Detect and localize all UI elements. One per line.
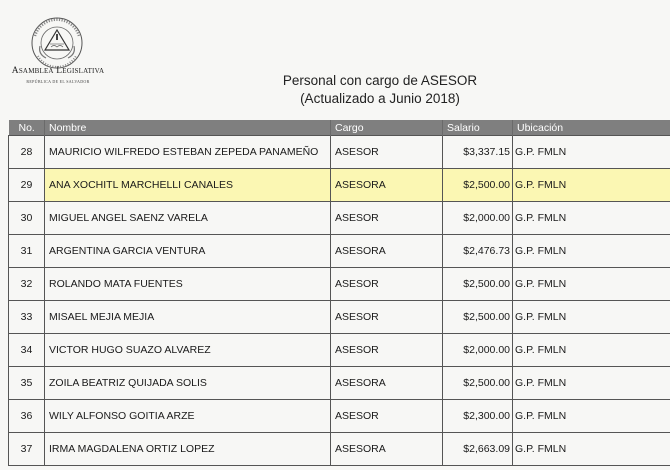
table-row xyxy=(9,367,670,400)
cell-cargo: ASESOR xyxy=(331,268,443,301)
cell-salario: $2,000.00 xyxy=(443,334,513,367)
cell-cargo: ASESORA xyxy=(331,433,443,466)
cell-nombre: MIGUEL ANGEL SAENZ VARELA xyxy=(45,202,331,235)
cell-ubicacion: G.P. FMLN xyxy=(513,169,670,202)
cell-no: 29 xyxy=(9,169,45,202)
assembly-seal-logo xyxy=(26,16,88,70)
cell-ubicacion: G.P. FMLN xyxy=(513,334,670,367)
table-row xyxy=(9,268,670,301)
cell-ubicacion: G.P. FMLN xyxy=(513,235,670,268)
cell-cargo: ASESOR xyxy=(331,400,443,433)
header-ubicacion: Ubicación xyxy=(513,120,670,136)
cell-salario: $2,500.00 xyxy=(443,367,513,400)
table-row xyxy=(9,202,670,235)
cell-no: 31 xyxy=(9,235,45,268)
cell-cargo: ASESOR xyxy=(331,301,443,334)
cell-salario: $2,300.00 xyxy=(443,400,513,433)
header-no: No. xyxy=(9,120,45,136)
cell-salario: $2,500.00 xyxy=(443,268,513,301)
cell-nombre: ANA XOCHITL MARCHELLI CANALES xyxy=(45,169,331,202)
cell-no: 30 xyxy=(9,202,45,235)
cell-salario: $2,500.00 xyxy=(443,301,513,334)
cell-ubicacion: G.P. FMLN xyxy=(513,202,670,235)
cell-nombre: IRMA MAGDALENA ORTIZ LOPEZ xyxy=(45,433,331,466)
cell-ubicacion: G.P. FMLN xyxy=(513,301,670,334)
cell-no: 33 xyxy=(9,301,45,334)
table-row xyxy=(9,136,670,169)
header-salario: Salario xyxy=(443,120,513,136)
cell-no: 37 xyxy=(9,433,45,466)
org-name: Asamblea Legislativa xyxy=(11,66,105,76)
cell-salario: $2,500.00 xyxy=(443,169,513,202)
cell-ubicacion: G.P. FMLN xyxy=(513,400,670,433)
cell-ubicacion: G.P. FMLN xyxy=(513,367,670,400)
cell-salario: $2,000.00 xyxy=(443,202,513,235)
cell-nombre: VICTOR HUGO SUAZO ALVAREZ xyxy=(45,334,331,367)
header-nombre: Nombre xyxy=(45,120,331,136)
cell-cargo: ASESOR xyxy=(331,136,443,169)
cell-salario: $2,476.73 xyxy=(443,235,513,268)
cell-cargo: ASESORA xyxy=(331,235,443,268)
cell-no: 28 xyxy=(9,136,45,169)
table-row xyxy=(9,334,670,367)
org-subtitle: REPÚBLICA DE EL SALVADOR xyxy=(26,79,90,84)
cell-nombre: MISAEL MEJIA MEJIA xyxy=(45,301,331,334)
cell-nombre: ARGENTINA GARCIA VENTURA xyxy=(45,235,331,268)
table-row xyxy=(9,301,670,334)
cell-no: 32 xyxy=(9,268,45,301)
cell-ubicacion: G.P. FMLN xyxy=(513,136,670,169)
cell-no: 34 xyxy=(9,334,45,367)
table-row xyxy=(9,235,670,268)
cell-nombre: WILY ALFONSO GOITIA ARZE xyxy=(45,400,331,433)
cell-cargo: ASESOR xyxy=(331,202,443,235)
cell-nombre: MAURICIO WILFREDO ESTEBAN ZEPEDA PANAMEÑO xyxy=(45,136,331,169)
table-row xyxy=(9,169,670,202)
cell-salario: $3,337.15 xyxy=(443,136,513,169)
table-row xyxy=(9,400,670,433)
cell-no: 36 xyxy=(9,400,45,433)
cell-cargo: ASESORA xyxy=(331,367,443,400)
asesor-table xyxy=(8,120,670,466)
header-cargo: Cargo xyxy=(331,120,443,136)
cell-salario: $2,663.09 xyxy=(443,433,513,466)
cell-ubicacion: G.P. FMLN xyxy=(513,268,670,301)
cell-cargo: ASESORA xyxy=(331,169,443,202)
table-row xyxy=(9,433,670,466)
cell-nombre: ROLANDO MATA FUENTES xyxy=(45,268,331,301)
table-header-row xyxy=(9,120,670,136)
document-title xyxy=(230,72,530,108)
title-line-1: Personal con cargo de ASESOR xyxy=(282,73,478,88)
cell-nombre: ZOILA BEATRIZ QUIJADA SOLIS xyxy=(45,367,331,400)
cell-no: 35 xyxy=(9,367,45,400)
cell-cargo: ASESOR xyxy=(331,334,443,367)
title-line-2: (Actualizado a Junio 2018) xyxy=(300,91,460,106)
cell-ubicacion: G.P. FMLN xyxy=(513,433,670,466)
